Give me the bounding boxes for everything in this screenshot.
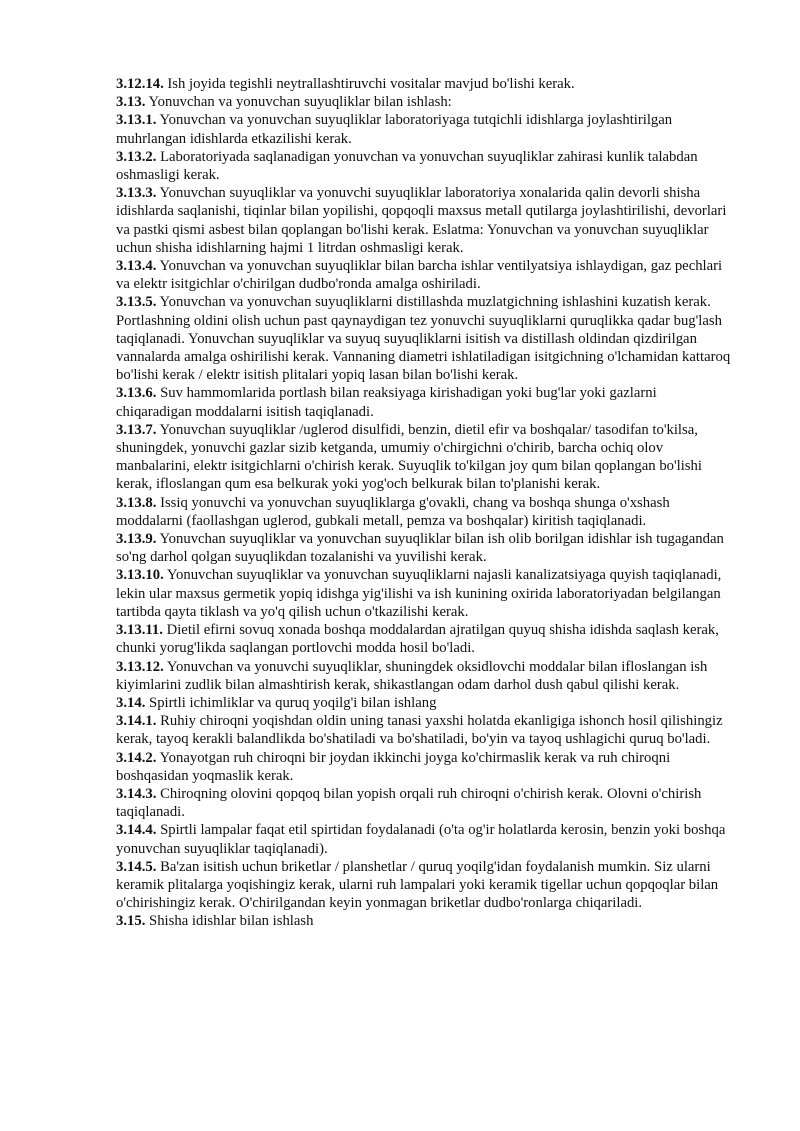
paragraph-3-14-2 [116,749,736,785]
paragraph-text: Yonayotgan ruh chiroqni bir joydan ikkinchi joyga ko'chirmaslik kerak va ruh chiroqni boshqasidan yoqmaslik kerak. [116,749,671,784]
paragraph-3-13-12 [116,658,736,694]
paragraph-3-14-3 [116,785,736,821]
document-body [116,75,736,931]
paragraph-text: Shisha idishlar bilan ishlash [149,913,314,930]
section-number: 3.14. [116,694,146,711]
paragraph-3-13-4 [116,257,736,293]
section-number: 3.14.1. [116,713,157,730]
paragraph-text: Yonuvchan va yonuvchi suyuqliklar, shuningdek oksidlovchi moddalar bilan ifloslangan ish kiyimlarini zudlik bilan almashtirish kerak, shikastlangan odam darhol dush qabul qilishi kerak. [116,658,708,693]
paragraph-text: Issiq yonuvchi va yonuvchan suyuqliklarga g'ovakli, chang va boshqa shunga o'xshash moddalarni (faollashgan uglerod, gubkali metall, pemza va boshqalar) kiritish taqiqlanadi. [116,494,670,529]
paragraph-text: Yonuvchan va yonuvchan suyuqliklar bilan barcha ishlar ventilyatsiya ishlaydigan, gaz pechlari va elektr isitgichlar o'chirilgan dudbo'ronda amalga oshiriladi. [116,258,723,293]
section-number: 3.13.4. [116,258,157,275]
section-number: 3.14.4. [116,822,157,839]
section-number: 3.13.5. [116,294,157,311]
section-number: 3.14.5. [116,858,157,875]
paragraph-3-13-9 [116,530,736,566]
section-number: 3.15. [116,913,146,930]
paragraph-3-13 [116,93,736,111]
paragraph-text: Spirtli lampalar faqat etil spirtidan foydalanadi (o'ta og'ir holatlarda kerosin, benzin yoki boshqa yonuvchan suyuqliklar taqiqlanadi). [116,822,726,857]
paragraph-text: Yonuvchan suyuqliklar /uglerod disulfidi, benzin, dietil efir va boshqalar/ tasodifan to'kilsa, shuningdek, yonuvchi gazlar sizib ketganda, umumiy o'chirgichni o'chirib, barcha ochiq olov manbalarini, elektr isitgichlarni o'chirish kerak. Suyuqlik to'kilgan joy qum bilan qoplangan bo'lishi kerak, ifloslangan qum esa belkurak yoki yog'och belkurak bilan to'planishi kerak. [116,421,702,493]
paragraph-3-14-4 [116,821,736,857]
paragraph-3-13-2 [116,148,736,184]
paragraph-3-13-3 [116,184,736,257]
section-number: 3.13.10. [116,567,164,584]
paragraph-3-14-5 [116,858,736,913]
paragraph-3-13-7 [116,421,736,494]
section-number: 3.13.9. [116,531,157,548]
section-number: 3.13.7. [116,421,157,438]
section-number: 3.13. [116,94,146,111]
paragraph-text: Suv hammomlarida portlash bilan reaksiyaga kirishadigan yoki bug'lar yoki gazlarni chiqaradigan moddalarni isitish taqiqlanadi. [116,385,657,420]
paragraph-3-13-5 [116,293,736,384]
section-number: 3.13.3. [116,185,157,202]
section-number: 3.13.12. [116,658,164,675]
paragraph-3-13-1 [116,111,736,147]
section-number: 3.13.2. [116,148,157,165]
paragraph-text: Yonuvchan suyuqliklar va yonuvchan suyuqliklar bilan ish olib borilgan idishlar ish tugagandan so'ng darhol qolgan suyuqlikdan tozalanishi va yuvilishi kerak. [116,531,724,566]
paragraph-text: Chiroqning olovini qopqoq bilan yopish orqali ruh chiroqni o'chirish kerak. Olovni o'chirish taqiqlanadi. [116,785,702,821]
paragraph-3-12-14 [116,75,736,93]
paragraph-3-13-8 [116,494,736,530]
paragraph-text: Ruhiy chiroqni yoqishdan oldin uning tanasi yaxshi holatda ekanligiga ishonch hosil qilishingiz kerak, tayoq kerakli balandlikda bo'shatiladi va bo'shatiladi, bo'yin va tayoq ushlagichi quruq bo'ladi. [116,713,723,748]
section-number: 3.13.8. [116,494,157,511]
paragraph-text: Yonuvchan va yonuvchan suyuqliklarni distillashda muzlatgichning ishlashini kuzatish kerak. Portlashning oldini olish uchun past qaynaydigan tez yonuvchi suyuqliklarni quruqlikka qadar bug'lash taqiqlanadi. Yonuvchan suyuqliklar va suyuq suyuqliklarni isitish va distillash oldindan qizdirilgan vannalarda amalga oshirilishi kerak. Vannaning diametri ishlatiladigan isitgichning o'lchamidan kattaroq bo'lishi kerak / elektr isitish plitalari yopiq lasan bilan bo'lishi kerak. [116,294,731,384]
paragraph-text: Yonuvchan suyuqliklar va yonuvchan suyuqliklarni najasli kanalizatsiyaga quyish taqiqlanadi, lekin ular maxsus germetik yopiq idishga yig'ilishi va ish kunining oxirida laboratoriyadan belgilangan tartibda qayta tiklash va yo'q qilish uchun o'tkazilishi kerak. [116,567,722,620]
paragraph-text: Yonuvchan va yonuvchan suyuqliklar laboratoriyaga tutqichli idishlarga joylashtirilgan muhrlangan idishlarda etkazilishi kerak. [116,112,673,147]
paragraph-text: Spirtli ichimliklar va quruq yoqilg'i bilan ishlang [149,694,437,711]
paragraph-3-14 [116,694,736,712]
paragraph-3-13-6 [116,384,736,420]
section-number: 3.13.6. [116,385,157,402]
paragraph-text: Ba'zan isitish uchun briketlar / planshetlar / quruq yoqilg'idan foydalanish mumkin. Siz ularni keramik plitalarga yoqishingiz kerak, ularni ruh lampalari yoki keramik tigellar uchun qopqoqlar bilan o'chirishingiz kerak. O'chirilgandan keyin yonmagan briketlar dudbo'ronlarga chiqariladi. [116,858,719,912]
section-number: 3.13.11. [116,622,163,639]
paragraph-text: Yonuvchan va yonuvchan suyuqliklar bilan ishlash: [148,94,452,111]
paragraph-3-13-10 [116,566,736,621]
paragraph-text: Laboratoriyada saqlanadigan yonuvchan va yonuvchan suyuqliklar zahirasi kunlik talabdan oshmasligi kerak. [116,148,698,184]
paragraph-3-14-1 [116,712,736,748]
paragraph-3-15 [116,912,736,930]
paragraph-text: Dietil efirni sovuq xonada boshqa moddalardan ajratilgan quyuq shisha idishda saqlash kerak, chunki yorug'likda saqlangan portlovchi modda hosil bo'ladi. [116,622,719,657]
section-number: 3.14.2. [116,749,157,766]
section-number: 3.14.3. [116,785,157,802]
section-number: 3.13.1. [116,112,157,129]
paragraph-3-13-11 [116,621,736,657]
paragraph-text: Ish joyida tegishli neytrallashtiruvchi vositalar mavjud bo'lishi kerak. [167,76,575,92]
paragraph-text: Yonuvchan suyuqliklar va yonuvchi suyuqliklar laboratoriya xonalarida qalin devorli shisha idishlarda saqlanishi, tiqinlar bilan yopilishi, qopqoqli maxsus metall qutilarga joylashtirilishi, devorlari va pastki qismi asbest bilan qoplangan bo'lishi kerak. Eslatma: Yonuvchan va yonuvchan suyuqliklar uchun shisha idishlarning hajmi 1 litrdan oshmasligi kerak. [116,185,727,256]
section-number: 3.12.14. [116,76,164,92]
